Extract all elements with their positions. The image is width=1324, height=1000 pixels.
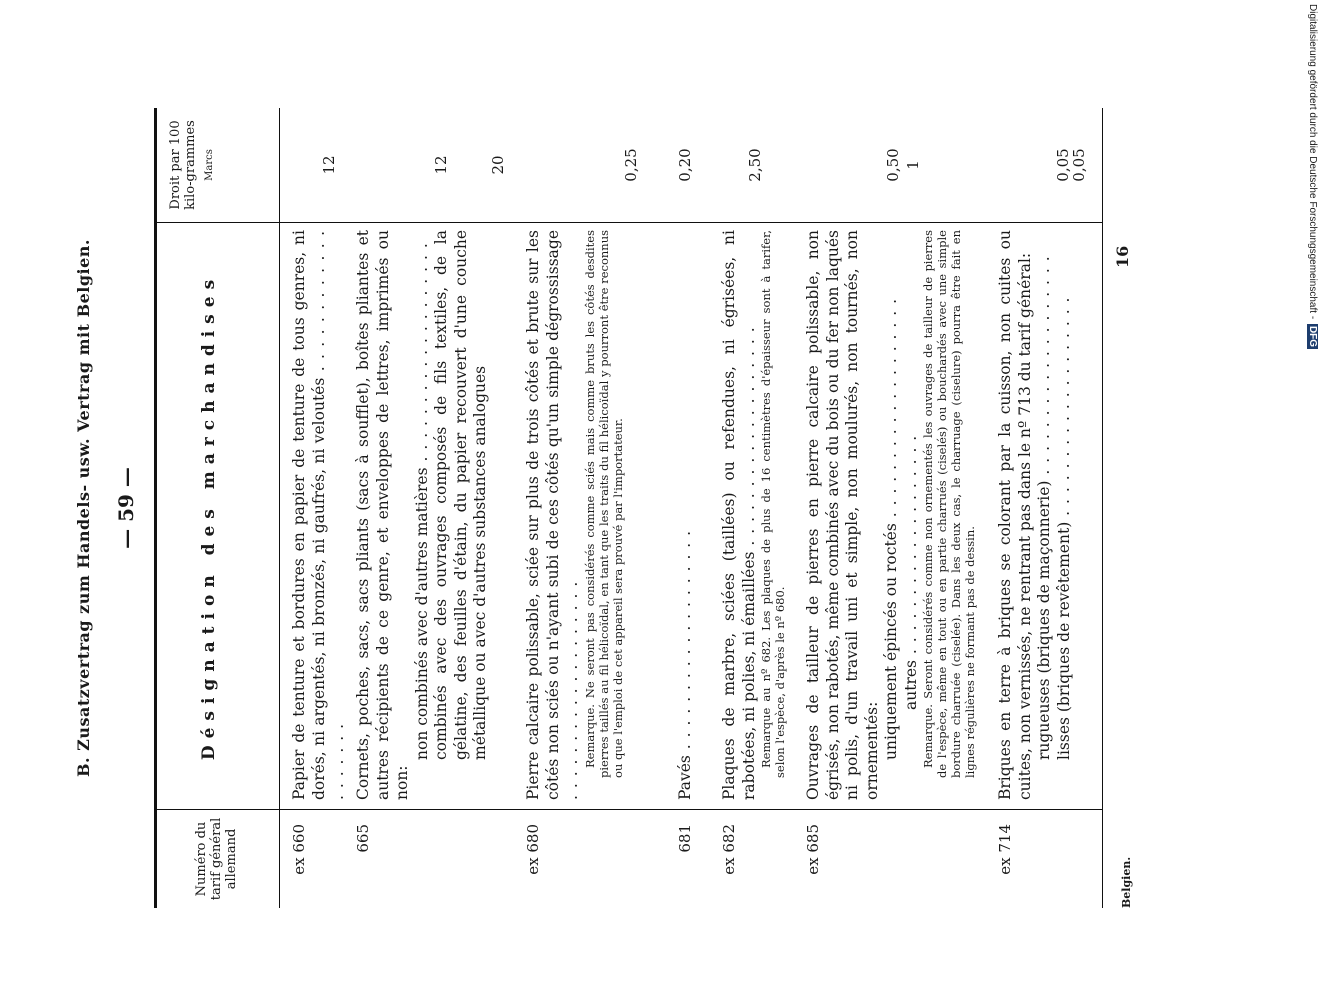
designation-line: combinés avec des ouvrages composés de fils textiles, de la gélatine, des feuilles d'étain, du papier recouvert d'une couche métallique ou avec d'autres substances analogues <box>432 230 489 760</box>
tariff-number: 665 <box>354 824 372 853</box>
duty-value: 0,25 <box>622 148 640 182</box>
designation-line: uniquement épincés ou roctés . . . <box>882 230 902 800</box>
footer-signature: Belgien. <box>1120 856 1133 908</box>
designation-line: Cornets, poches, sacs, sacs pliants (sacs à soufflet), boîtes pliantes et autres récipients de ce genre, et enveloppes de lettres, imprimés ou non: <box>354 230 411 800</box>
designation-note: Remarque au nº 682. Les plaques de plus de 16 centimètres d'épaisseur sont à tarifer, selon l'espèce, d'après le nº 680. <box>759 230 787 778</box>
duty-value: 20 <box>489 155 507 175</box>
table-top-rule <box>154 108 157 908</box>
dfg-logo-icon: DFG <box>1307 325 1318 348</box>
duty-value: 0,05 <box>1070 148 1088 182</box>
designation <box>354 230 491 800</box>
designation-line: Papier de tenture et bordures en papier de tenture de tous genres, ni dorés, ni argentés, ni bronzés, ni gaufrés, ni veloutés . . . <box>290 230 349 800</box>
credit-text: Digitalisierung gefördert durch die Deutsche Forschungsgemeinschaft - <box>1307 4 1318 320</box>
designation <box>996 230 1074 800</box>
tariff-number: ex 660 <box>290 824 308 875</box>
credit-text-wrap <box>1307 4 1318 349</box>
duty-value: 0,50 <box>884 148 902 182</box>
header-duty-unit: Marcs <box>204 149 215 181</box>
duty-value: 12 <box>320 155 338 175</box>
header-duty <box>168 110 280 220</box>
tariff-number: ex 682 <box>720 824 738 875</box>
header-number: Numéro du tarif général allemand <box>194 817 239 901</box>
page-number: — 59 — <box>114 467 138 549</box>
designation-line: Briques en terre à briques se colorant par la cuisson, non cuites ou cuites, non vernissés, ne rentrant pas dans le nº 713 du tarif général: <box>996 230 1034 800</box>
header-designation: Désignation des marchandises <box>199 272 219 761</box>
designation-line: non combinés avec d'autres matières . . . <box>413 230 433 800</box>
designation <box>720 230 787 800</box>
column-divider-2 <box>154 222 1102 223</box>
header-duty-label: Droit par 100 kilo-grammes <box>168 120 198 210</box>
designation <box>290 230 349 800</box>
designation-line: autres . . . <box>902 230 922 800</box>
table-bottom-rule <box>1102 108 1103 908</box>
designation <box>676 230 696 800</box>
tariff-table <box>154 108 1114 908</box>
rotated-page-content <box>70 108 1230 908</box>
designation-line: lisses (briques de revêtement) . . . <box>1055 230 1075 800</box>
running-head <box>70 108 150 908</box>
tariff-number: ex 680 <box>524 824 542 875</box>
duty-value: 2,50 <box>746 148 764 182</box>
designation-note: Remarque. Ne seront pas considérés comme sciés mais comme bruts les côtés desdites pierres taillés au fil hélicoïdal, en tant que les traits du fil hélicoïdal y pourront être reconnus ou que l'emploi de cet appareil sera prouvé par l'importateur. <box>582 230 625 778</box>
tariff-number: ex 714 <box>996 824 1014 875</box>
digitization-credit <box>1296 4 1318 404</box>
column-divider-1 <box>154 809 1102 810</box>
running-head-title: B. Zusatzvertrag zum Handels- usw. Vertrag mit Belgien. <box>74 238 93 778</box>
designation-line: Plaques de marbre, sciées (taillées) ou refendues, ni égrisées, ni rabotées, ni polies, ni émaillées . . . <box>720 230 759 800</box>
designation-line: Pavés . . . <box>676 230 696 800</box>
footer-sheet-number: 16 <box>1113 245 1132 268</box>
duty-value: 12 <box>432 155 450 175</box>
designation-line: Ouvrages de tailleur de pierres en pierre calcaire polissable, non égrisés, non rabotés, même combinés avec du bois ou du fer non laqués ni polis, d'un travail uni et simple, non moulurés, non tournés, non ornementés: <box>804 230 881 800</box>
tariff-number: ex 685 <box>804 824 822 875</box>
duty-value: 1 <box>904 160 922 170</box>
designation <box>524 230 625 800</box>
designation-line: Pierre calcaire polissable, sciée sur plus de trois côtés et brute sur les côtés non sciés ou n'ayant subi de ces côtés qu'un simple dégrossissage . . . <box>524 230 583 800</box>
designation <box>804 230 977 800</box>
duty-value: 0,05 <box>1054 148 1072 182</box>
duty-value: 0,20 <box>676 148 694 182</box>
designation-note: Remarque. Seront considérés comme non ornementés les ouvrages de tailleur de pierres de l'espèce, même en tout ou en partie charrués (ciselés) ou bouchardés avec une simple bordure charruée (ciselée). Dans les deux cas, le charruage (ciselure) pourra être fait en lignes régulières ne formant pas de dessin. <box>921 230 977 778</box>
tariff-number: 681 <box>676 824 694 853</box>
designation-line: rugueuses (briques de maçonnerie) . . . <box>1035 230 1055 800</box>
